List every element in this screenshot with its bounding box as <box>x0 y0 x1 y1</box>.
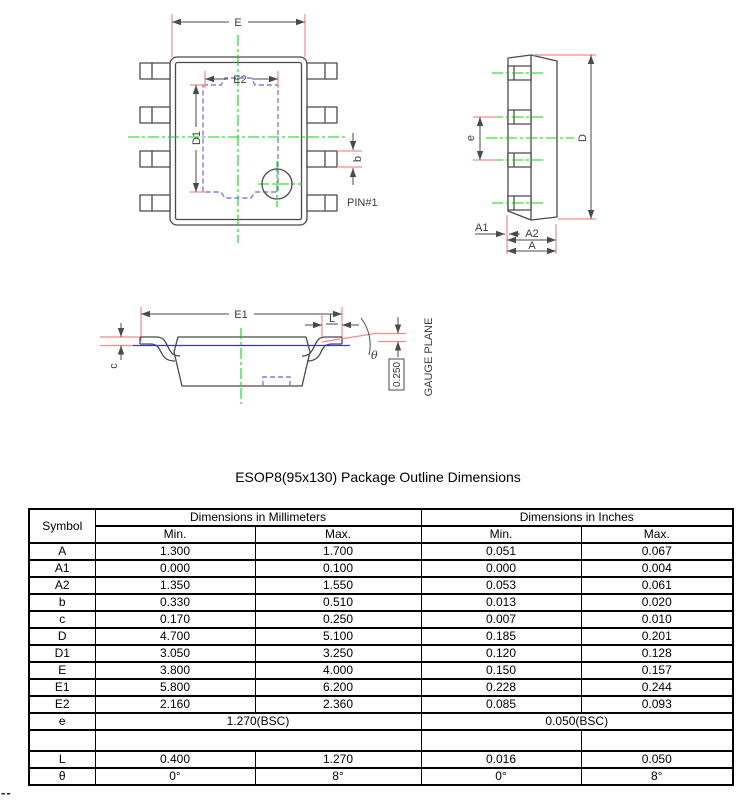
header-in-max: Max. <box>581 526 733 543</box>
table-row-D <box>29 628 733 645</box>
table-row-E2 <box>29 696 733 713</box>
table-row-e-bsc <box>29 713 733 730</box>
header-mm: Dimensions in Millimeters <box>95 509 421 526</box>
table-row-theta <box>29 768 733 785</box>
value-cell: 0.000 <box>421 560 581 577</box>
value-cell: 0.201 <box>581 628 733 645</box>
value-cell: 0.013 <box>421 594 581 611</box>
side-view <box>465 55 596 254</box>
value-cell: 0.000 <box>95 560 255 577</box>
dim-label-b: b <box>352 155 364 163</box>
value-cell: 1.300 <box>95 543 255 560</box>
value-cell: 0° <box>95 768 255 785</box>
value-cell: 0.128 <box>581 645 733 662</box>
value-cell: 5.100 <box>255 628 421 645</box>
value-cell: 5.800 <box>95 679 255 696</box>
value-cell: 0.004 <box>581 560 733 577</box>
page-title: ESOP8(95x130) Package Outline Dimensions <box>235 469 521 485</box>
table-row-L <box>29 751 733 768</box>
symbol-cell: E1 <box>29 679 95 696</box>
table-row-A1 <box>29 560 733 577</box>
dim-label-theta: θ <box>371 349 378 362</box>
dim-label-E1: E1 <box>234 309 248 321</box>
value-cell: 2.360 <box>255 696 421 713</box>
value-cell: 0.400 <box>95 751 255 768</box>
table-row-A <box>29 543 733 560</box>
header-symbol: Symbol <box>29 509 95 543</box>
dim-label-L: L <box>328 313 336 325</box>
value-cell: 1.350 <box>95 577 255 594</box>
value-cell: 2.160 <box>95 696 255 713</box>
table-header-row-1 <box>29 509 733 526</box>
header-mm-max: Max. <box>255 526 421 543</box>
value-cell: 1.700 <box>255 543 421 560</box>
theta-arc <box>361 318 370 355</box>
value-cell: 8° <box>255 768 421 785</box>
value-cell: 3.800 <box>95 662 255 679</box>
symbol-cell: θ <box>29 768 95 785</box>
value-cell: 0.185 <box>421 628 581 645</box>
header-inch: Dimensions in Inches <box>421 509 733 526</box>
value-cell: 4.700 <box>95 628 255 645</box>
footer-mark: -- <box>1 785 12 800</box>
value-cell: 3.250 <box>255 645 421 662</box>
empty-cell <box>421 730 581 751</box>
dim-label-E2: E2 <box>233 74 247 86</box>
dim-label-A2: A2 <box>525 228 539 240</box>
dim-label-e: e <box>465 134 477 142</box>
value-cell: 0° <box>421 768 581 785</box>
table-row-b <box>29 594 733 611</box>
dim-label-A: A <box>528 240 536 252</box>
value-cell: 0.061 <box>581 577 733 594</box>
value-cell: 0.100 <box>255 560 421 577</box>
symbol-cell: D1 <box>29 645 95 662</box>
empty-cell <box>29 730 95 751</box>
value-cell: 0.067 <box>581 543 733 560</box>
value-cell: 0.093 <box>581 696 733 713</box>
value-cell: 0.016 <box>421 751 581 768</box>
table-header-row-2 <box>29 526 733 543</box>
value-cell: 0.051 <box>421 543 581 560</box>
value-cell: 0.150 <box>421 662 581 679</box>
value-cell: 0.330 <box>95 594 255 611</box>
dim-label-D1: D1 <box>191 130 203 146</box>
value-cell: 0.120 <box>421 645 581 662</box>
value-cell: 4.000 <box>255 662 421 679</box>
symbol-cell: L <box>29 751 95 768</box>
value-cell: 0.020 <box>581 594 733 611</box>
symbol-cell: e <box>29 713 95 730</box>
symbol-cell: A2 <box>29 577 95 594</box>
c-extension-lines <box>100 337 140 346</box>
gauge-plane-label: GAUGE PLANE <box>423 317 435 397</box>
pin1-label: PIN#1 <box>347 197 378 209</box>
value-cell: 0.228 <box>421 679 581 696</box>
value-cell: 8° <box>581 768 733 785</box>
value-cell-bsc-inch: 0.050(BSC) <box>421 713 733 730</box>
value-cell: 0.157 <box>581 662 733 679</box>
table-row-E <box>29 662 733 679</box>
value-cell: 0.085 <box>421 696 581 713</box>
value-cell: 6.200 <box>255 679 421 696</box>
dimensions-table <box>28 508 734 786</box>
value-cell: 0.250 <box>255 611 421 628</box>
empty-cell <box>581 730 733 751</box>
front-view <box>100 307 435 404</box>
dim-label-c: c <box>108 363 120 369</box>
value-cell: 0.510 <box>255 594 421 611</box>
value-cell: 0.050 <box>581 751 733 768</box>
table-row-A2 <box>29 577 733 594</box>
table-row-D1 <box>29 645 733 662</box>
header-in-min: Min. <box>421 526 581 543</box>
table-row-empty <box>29 730 733 751</box>
value-cell: 0.244 <box>581 679 733 696</box>
value-cell: 0.053 <box>421 577 581 594</box>
dim-label-E: E <box>234 17 242 29</box>
front-body <box>174 337 310 386</box>
value-cell-bsc-mm: 1.270(BSC) <box>95 713 421 730</box>
value-cell: 3.050 <box>95 645 255 662</box>
table-row-c <box>29 611 733 628</box>
symbol-cell: E2 <box>29 696 95 713</box>
value-cell: 0.007 <box>421 611 581 628</box>
value-cell: 1.270 <box>255 751 421 768</box>
gauge-offset-value: 0.250 <box>392 361 403 388</box>
dim-label-D: D <box>577 134 589 142</box>
symbol-cell: A1 <box>29 560 95 577</box>
table-row-E1 <box>29 679 733 696</box>
symbol-cell: c <box>29 611 95 628</box>
empty-cell <box>95 730 421 751</box>
symbol-cell: E <box>29 662 95 679</box>
value-cell: 1.550 <box>255 577 421 594</box>
header-mm-min: Min. <box>95 526 255 543</box>
symbol-cell: D <box>29 628 95 645</box>
symbol-cell: b <box>29 594 95 611</box>
symbol-cell: A <box>29 543 95 560</box>
gauge-extension-lines <box>378 334 406 342</box>
dim-label-A1: A1 <box>475 222 489 234</box>
value-cell: 0.170 <box>95 611 255 628</box>
value-cell: 0.010 <box>581 611 733 628</box>
top-view <box>128 14 378 243</box>
